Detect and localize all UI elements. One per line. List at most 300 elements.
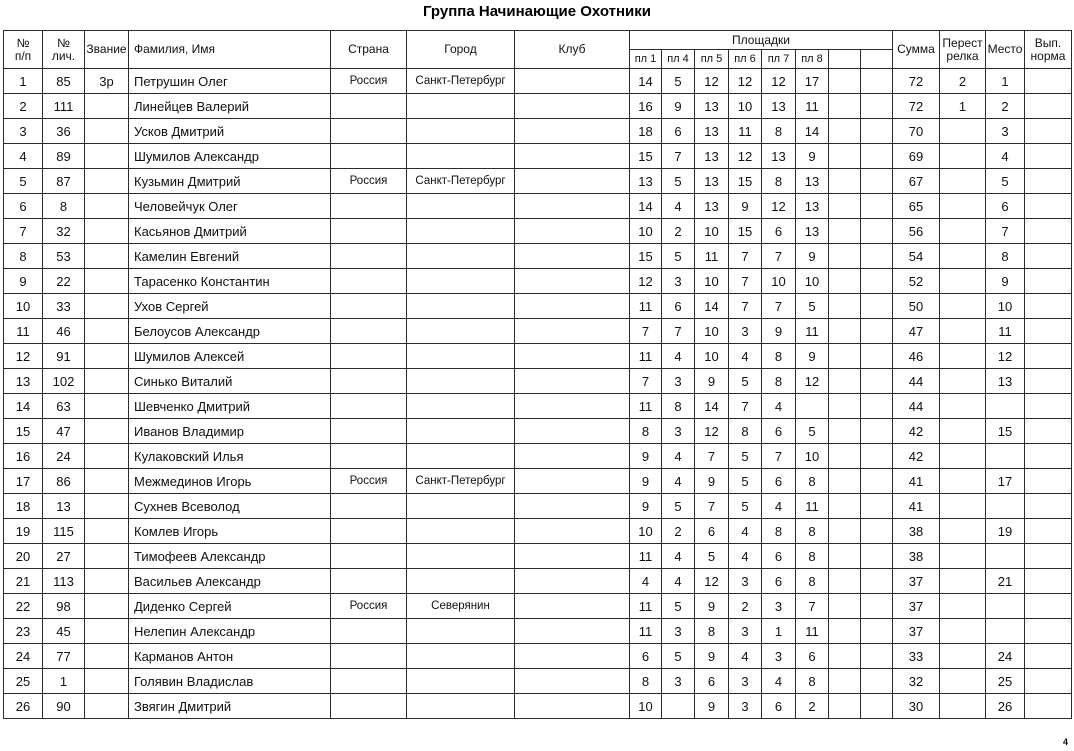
- rank-cell: [85, 244, 129, 269]
- norm-cell: [1025, 594, 1072, 619]
- row-num-cell: 13: [4, 369, 43, 394]
- name-cell: Иванов Владимир: [129, 419, 331, 444]
- stand-score-cell: [861, 119, 893, 144]
- country-cell: [331, 219, 407, 244]
- row-num-cell: 23: [4, 619, 43, 644]
- stand-score-cell: 10: [796, 269, 829, 294]
- city-cell: [407, 669, 515, 694]
- table-row[interactable]: [4, 669, 1072, 694]
- shootoff-cell: [940, 144, 986, 169]
- stand-score-cell: 4: [729, 519, 762, 544]
- header-personal-num[interactable]: [43, 31, 85, 69]
- norm-cell: [1025, 369, 1072, 394]
- stand-score-cell: [861, 494, 893, 519]
- header-stands-group[interactable]: Площадки: [630, 31, 893, 50]
- city-cell: [407, 294, 515, 319]
- stand-score-cell: 13: [762, 144, 796, 169]
- rank-cell: [85, 519, 129, 544]
- stand-score-cell: 9: [695, 594, 729, 619]
- country-cell: [331, 269, 407, 294]
- table-row[interactable]: [4, 569, 1072, 594]
- stand-score-cell: 3: [662, 369, 695, 394]
- stand-score-cell: 11: [729, 119, 762, 144]
- stand-score-cell: [861, 594, 893, 619]
- stand-score-cell: [861, 194, 893, 219]
- city-cell: [407, 619, 515, 644]
- stand-score-cell: 11: [630, 394, 662, 419]
- personal-num-cell: 98: [43, 594, 85, 619]
- norm-cell: [1025, 69, 1072, 94]
- table-row[interactable]: [4, 694, 1072, 719]
- rank-cell: [85, 119, 129, 144]
- table-row[interactable]: [4, 519, 1072, 544]
- row-num-cell: 22: [4, 594, 43, 619]
- total-cell: 38: [893, 519, 940, 544]
- stand-score-cell: 8: [630, 419, 662, 444]
- shootoff-cell: [940, 519, 986, 544]
- name-cell: Нелепин Александр: [129, 619, 331, 644]
- shootoff-cell: [940, 444, 986, 469]
- rank-cell: [85, 644, 129, 669]
- header-place[interactable]: Место: [986, 31, 1025, 69]
- total-cell: 41: [893, 494, 940, 519]
- stand-score-cell: 8: [762, 344, 796, 369]
- stand-score-cell: 1: [762, 619, 796, 644]
- stand-score-cell: 7: [630, 369, 662, 394]
- table-row[interactable]: [4, 644, 1072, 669]
- stand-score-cell: [829, 469, 861, 494]
- stand-score-cell: 3: [662, 669, 695, 694]
- norm-cell: [1025, 294, 1072, 319]
- stand-score-cell: 6: [762, 694, 796, 719]
- stand-score-cell: [861, 144, 893, 169]
- stand-score-cell: 12: [762, 194, 796, 219]
- personal-num-cell: 85: [43, 69, 85, 94]
- place-cell: 4: [986, 144, 1025, 169]
- stand-score-cell: 5: [729, 444, 762, 469]
- table-row[interactable]: [4, 144, 1072, 169]
- stand-score-cell: 10: [630, 219, 662, 244]
- table-row[interactable]: [4, 194, 1072, 219]
- header-norm[interactable]: [1025, 31, 1072, 69]
- total-cell: 56: [893, 219, 940, 244]
- header-shootoff[interactable]: [940, 31, 986, 69]
- personal-num-cell: 24: [43, 444, 85, 469]
- row-num-cell: 3: [4, 119, 43, 144]
- country-cell: Россия: [331, 594, 407, 619]
- stand-score-cell: 12: [729, 69, 762, 94]
- stand-score-cell: 11: [630, 619, 662, 644]
- stand-score-cell: 12: [695, 569, 729, 594]
- city-cell: [407, 269, 515, 294]
- stand-score-cell: 8: [762, 119, 796, 144]
- table-row[interactable]: [4, 419, 1072, 444]
- stand-score-cell: [829, 644, 861, 669]
- stand-score-cell: 11: [630, 344, 662, 369]
- total-cell: 44: [893, 369, 940, 394]
- norm-cell: [1025, 319, 1072, 344]
- city-cell: [407, 494, 515, 519]
- stand-score-cell: 11: [630, 544, 662, 569]
- name-cell: Касьянов Дмитрий: [129, 219, 331, 244]
- stand-score-cell: 8: [796, 469, 829, 494]
- place-cell: 11: [986, 319, 1025, 344]
- stand-score-cell: 4: [729, 344, 762, 369]
- personal-num-cell: 86: [43, 469, 85, 494]
- name-cell: Белоусов Александр: [129, 319, 331, 344]
- stand-score-cell: 5: [662, 69, 695, 94]
- stand-score-cell: 7: [729, 394, 762, 419]
- place-cell: 13: [986, 369, 1025, 394]
- city-cell: Санкт-Петербург: [407, 69, 515, 94]
- table-row[interactable]: [4, 244, 1072, 269]
- header-club[interactable]: Клуб: [515, 31, 630, 69]
- table-row[interactable]: [4, 269, 1072, 294]
- shootoff-cell: [940, 294, 986, 319]
- header-personal-line1: №: [57, 35, 70, 50]
- club-cell: [515, 319, 630, 344]
- personal-num-cell: 90: [43, 694, 85, 719]
- personal-num-cell: 77: [43, 644, 85, 669]
- total-cell: 41: [893, 469, 940, 494]
- stand-score-cell: 10: [695, 219, 729, 244]
- row-num-cell: 4: [4, 144, 43, 169]
- header-rank[interactable]: Звание: [85, 31, 129, 69]
- table-row[interactable]: [4, 444, 1072, 469]
- stand-score-cell: [861, 469, 893, 494]
- row-num-cell: 21: [4, 569, 43, 594]
- place-cell: [986, 544, 1025, 569]
- place-cell: 26: [986, 694, 1025, 719]
- club-cell: [515, 144, 630, 169]
- place-cell: 9: [986, 269, 1025, 294]
- city-cell: [407, 119, 515, 144]
- place-cell: 24: [986, 644, 1025, 669]
- stand-score-cell: 8: [796, 519, 829, 544]
- personal-num-cell: 46: [43, 319, 85, 344]
- shootoff-cell: [940, 269, 986, 294]
- row-num-cell: 18: [4, 494, 43, 519]
- stand-score-cell: 11: [796, 319, 829, 344]
- country-cell: [331, 394, 407, 419]
- table-row[interactable]: [4, 619, 1072, 644]
- stand-score-cell: 4: [662, 194, 695, 219]
- stand-score-cell: 7: [762, 444, 796, 469]
- stand-score-cell: 15: [729, 219, 762, 244]
- shootoff-cell: [940, 319, 986, 344]
- rank-cell: [85, 344, 129, 369]
- name-cell: Кузьмин Дмитрий: [129, 169, 331, 194]
- country-cell: [331, 194, 407, 219]
- stand-score-cell: 10: [796, 444, 829, 469]
- stand-score-cell: 13: [796, 219, 829, 244]
- header-stand-1[interactable]: пл 1: [630, 50, 662, 69]
- total-cell: 42: [893, 419, 940, 444]
- stand-score-cell: 10: [630, 694, 662, 719]
- stand-score-cell: 13: [695, 94, 729, 119]
- personal-num-cell: 1: [43, 669, 85, 694]
- stand-score-cell: 14: [695, 394, 729, 419]
- shootoff-cell: [940, 419, 986, 444]
- header-num-line2: п/п: [14, 48, 32, 63]
- stand-score-cell: 3: [729, 694, 762, 719]
- table-row[interactable]: [4, 319, 1072, 344]
- club-cell: [515, 119, 630, 144]
- norm-cell: [1025, 494, 1072, 519]
- stand-score-cell: [829, 544, 861, 569]
- place-cell: [986, 494, 1025, 519]
- page-title: Группа Начинающие Охотники: [423, 3, 651, 20]
- header-city[interactable]: Город: [407, 31, 515, 69]
- rank-cell: [85, 694, 129, 719]
- personal-num-cell: 91: [43, 344, 85, 369]
- stand-score-cell: 4: [762, 669, 796, 694]
- stand-score-cell: 14: [630, 194, 662, 219]
- rank-cell: [85, 394, 129, 419]
- rank-cell: [85, 269, 129, 294]
- stand-score-cell: 12: [630, 269, 662, 294]
- stand-score-cell: 3: [729, 319, 762, 344]
- stand-score-cell: 3: [662, 269, 695, 294]
- stand-score-cell: 3: [662, 419, 695, 444]
- place-cell: 5: [986, 169, 1025, 194]
- rank-cell: 3р: [85, 69, 129, 94]
- stand-score-cell: 13: [796, 169, 829, 194]
- stand-score-cell: 3: [729, 569, 762, 594]
- stand-score-cell: 4: [662, 569, 695, 594]
- club-cell: [515, 644, 630, 669]
- header-country[interactable]: Страна: [331, 31, 407, 69]
- name-cell: Карманов Антон: [129, 644, 331, 669]
- rank-cell: [85, 144, 129, 169]
- shootoff-cell: [940, 619, 986, 644]
- country-cell: [331, 144, 407, 169]
- norm-cell: [1025, 519, 1072, 544]
- stand-score-cell: 11: [695, 244, 729, 269]
- club-cell: [515, 669, 630, 694]
- stand-score-cell: 4: [762, 494, 796, 519]
- stand-score-cell: 8: [662, 394, 695, 419]
- name-cell: Тарасенко Константин: [129, 269, 331, 294]
- personal-num-cell: 13: [43, 494, 85, 519]
- stand-score-cell: [829, 419, 861, 444]
- place-cell: 21: [986, 569, 1025, 594]
- header-stand-4[interactable]: пл 4: [662, 50, 695, 69]
- rank-cell: [85, 544, 129, 569]
- place-cell: 12: [986, 344, 1025, 369]
- norm-cell: [1025, 469, 1072, 494]
- country-cell: [331, 494, 407, 519]
- stand-score-cell: [861, 169, 893, 194]
- stand-score-cell: [829, 594, 861, 619]
- table-row[interactable]: [4, 369, 1072, 394]
- norm-cell: [1025, 344, 1072, 369]
- stand-score-cell: 4: [729, 644, 762, 669]
- stand-score-cell: 3: [662, 619, 695, 644]
- stand-score-cell: 8: [796, 669, 829, 694]
- stand-score-cell: 11: [630, 594, 662, 619]
- table-row[interactable]: [4, 544, 1072, 569]
- stand-score-cell: 4: [762, 394, 796, 419]
- personal-num-cell: 87: [43, 169, 85, 194]
- city-cell: [407, 219, 515, 244]
- total-cell: 72: [893, 94, 940, 119]
- stand-score-cell: [829, 119, 861, 144]
- club-cell: [515, 369, 630, 394]
- stand-score-cell: [829, 94, 861, 119]
- total-cell: 32: [893, 669, 940, 694]
- header-stand-7[interactable]: пл 7: [762, 50, 796, 69]
- stand-score-cell: 11: [796, 94, 829, 119]
- name-cell: Голявин Владислав: [129, 669, 331, 694]
- header-total[interactable]: Сумма: [893, 31, 940, 69]
- name-cell: Кулаковский Илья: [129, 444, 331, 469]
- norm-cell: [1025, 194, 1072, 219]
- results-table: [3, 30, 1072, 719]
- stand-score-cell: 9: [796, 144, 829, 169]
- stand-score-cell: 9: [762, 319, 796, 344]
- place-cell: 1: [986, 69, 1025, 94]
- row-num-cell: 6: [4, 194, 43, 219]
- stand-score-cell: 3: [729, 669, 762, 694]
- stand-score-cell: 6: [762, 544, 796, 569]
- place-cell: 6: [986, 194, 1025, 219]
- name-cell: Васильев Александр: [129, 569, 331, 594]
- stand-score-cell: 15: [630, 144, 662, 169]
- stand-score-cell: 11: [796, 619, 829, 644]
- table-row[interactable]: [4, 119, 1072, 144]
- stand-score-cell: 13: [796, 194, 829, 219]
- stand-score-cell: 5: [796, 294, 829, 319]
- stand-score-cell: 8: [796, 544, 829, 569]
- club-cell: [515, 244, 630, 269]
- stand-score-cell: 15: [630, 244, 662, 269]
- name-cell: Тимофеев Александр: [129, 544, 331, 569]
- stand-score-cell: [796, 394, 829, 419]
- row-num-cell: 24: [4, 644, 43, 669]
- city-cell: Северянин: [407, 594, 515, 619]
- rank-cell: [85, 469, 129, 494]
- row-num-cell: 10: [4, 294, 43, 319]
- city-cell: [407, 444, 515, 469]
- header-stand-5[interactable]: пл 5: [695, 50, 729, 69]
- norm-cell: [1025, 669, 1072, 694]
- stand-score-cell: [861, 394, 893, 419]
- row-num-cell: 16: [4, 444, 43, 469]
- shootoff-cell: [940, 669, 986, 694]
- club-cell: [515, 544, 630, 569]
- stand-score-cell: 9: [695, 694, 729, 719]
- table-row[interactable]: [4, 344, 1072, 369]
- shootoff-cell: [940, 219, 986, 244]
- stand-score-cell: [829, 494, 861, 519]
- stand-score-cell: 8: [630, 669, 662, 694]
- stand-score-cell: 13: [695, 194, 729, 219]
- shootoff-cell: [940, 344, 986, 369]
- personal-num-cell: 63: [43, 394, 85, 419]
- club-cell: [515, 94, 630, 119]
- row-num-cell: 25: [4, 669, 43, 694]
- place-cell: [986, 619, 1025, 644]
- table-row[interactable]: [4, 469, 1072, 494]
- club-cell: [515, 444, 630, 469]
- header-stand-extra-1: [829, 50, 861, 69]
- place-cell: 3: [986, 119, 1025, 144]
- stand-score-cell: 4: [729, 544, 762, 569]
- row-num-cell: 17: [4, 469, 43, 494]
- header-name[interactable]: Фамилия, Имя: [129, 31, 331, 69]
- shootoff-cell: [940, 394, 986, 419]
- country-cell: [331, 369, 407, 394]
- norm-cell: [1025, 644, 1072, 669]
- shootoff-cell: 1: [940, 94, 986, 119]
- stand-score-cell: 6: [762, 569, 796, 594]
- name-cell: Усков Дмитрий: [129, 119, 331, 144]
- header-stand-6[interactable]: пл 6: [729, 50, 762, 69]
- stand-score-cell: [829, 169, 861, 194]
- stand-score-cell: 8: [695, 619, 729, 644]
- stand-score-cell: 9: [796, 344, 829, 369]
- header-num[interactable]: [4, 31, 43, 69]
- club-cell: [515, 569, 630, 594]
- row-num-cell: 15: [4, 419, 43, 444]
- stand-score-cell: [829, 619, 861, 644]
- stand-score-cell: 5: [729, 369, 762, 394]
- stand-score-cell: 16: [630, 94, 662, 119]
- stand-score-cell: [829, 194, 861, 219]
- city-cell: [407, 94, 515, 119]
- stand-score-cell: [861, 644, 893, 669]
- table-row[interactable]: [4, 594, 1072, 619]
- stand-score-cell: 7: [729, 244, 762, 269]
- table-row[interactable]: [4, 94, 1072, 119]
- page-number: 4: [1062, 737, 1068, 747]
- name-cell: Диденко Сергей: [129, 594, 331, 619]
- stand-score-cell: 9: [695, 469, 729, 494]
- place-cell: 15: [986, 419, 1025, 444]
- table-row[interactable]: [4, 494, 1072, 519]
- stand-score-cell: [861, 569, 893, 594]
- stand-score-cell: [861, 319, 893, 344]
- country-cell: Россия: [331, 169, 407, 194]
- place-cell: 10: [986, 294, 1025, 319]
- stand-score-cell: [861, 619, 893, 644]
- header-shootoff-line1: Перест: [942, 35, 983, 50]
- table-row[interactable]: [4, 219, 1072, 244]
- row-num-cell: 2: [4, 94, 43, 119]
- table-row[interactable]: [4, 69, 1072, 94]
- table-row[interactable]: [4, 169, 1072, 194]
- club-cell: [515, 469, 630, 494]
- stand-score-cell: 6: [796, 644, 829, 669]
- stand-score-cell: [861, 69, 893, 94]
- shootoff-cell: [940, 469, 986, 494]
- personal-num-cell: 102: [43, 369, 85, 394]
- city-cell: [407, 544, 515, 569]
- country-cell: [331, 119, 407, 144]
- header-stand-8[interactable]: пл 8: [796, 50, 829, 69]
- table-row[interactable]: [4, 394, 1072, 419]
- stand-score-cell: [861, 519, 893, 544]
- city-cell: [407, 344, 515, 369]
- name-cell: Шумилов Алексей: [129, 344, 331, 369]
- personal-num-cell: 22: [43, 269, 85, 294]
- rank-cell: [85, 369, 129, 394]
- table-row[interactable]: [4, 294, 1072, 319]
- header-norm-line1: Вып.: [1034, 35, 1062, 50]
- shootoff-cell: [940, 169, 986, 194]
- stand-score-cell: [829, 219, 861, 244]
